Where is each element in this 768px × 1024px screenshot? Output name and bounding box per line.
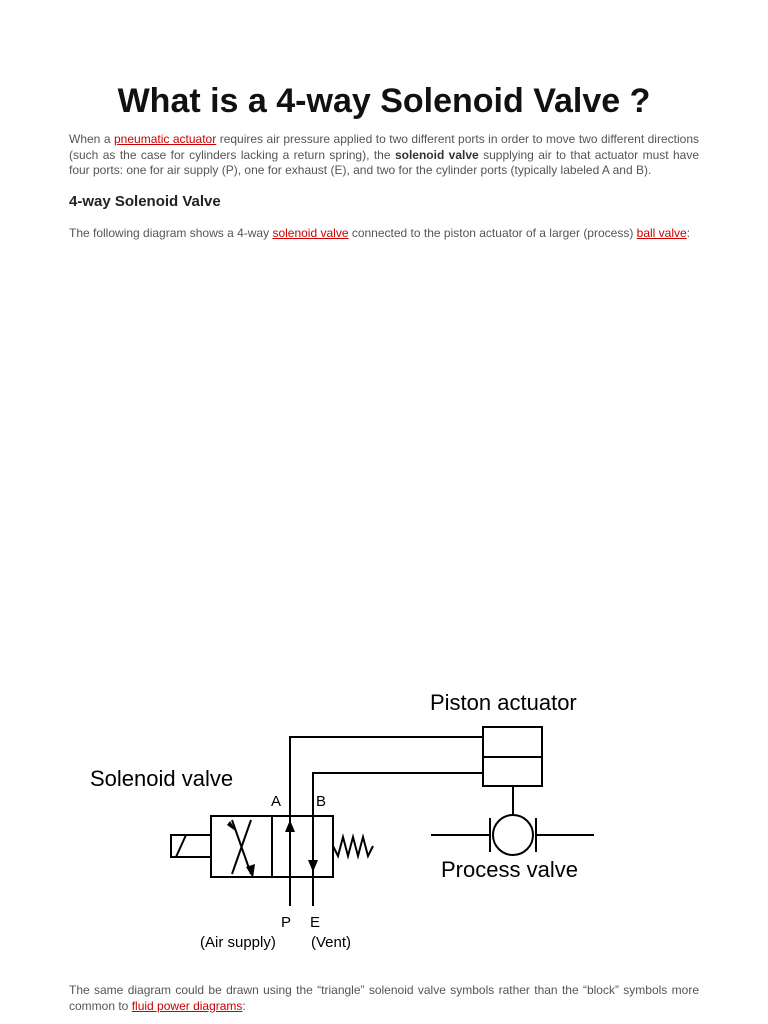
solenoid-valve-diagram [0, 660, 768, 960]
label-port-b: B [316, 793, 327, 810]
solenoid-valve-link[interactable]: solenoid valve [272, 226, 349, 240]
process-valve-ball [493, 815, 533, 855]
diagram-text-1: The following diagram shows a 4-way [69, 226, 273, 240]
label-port-a: A [271, 793, 282, 810]
ball-valve-link[interactable]: ball valve [636, 226, 687, 240]
label-vent: (Vent) [311, 934, 352, 951]
intro-bold-solenoid-valve: solenoid valve [394, 147, 479, 162]
label-port-e: E [310, 914, 321, 931]
valve-block-right [272, 816, 333, 877]
label-port-p: P [281, 914, 292, 931]
pneumatic-actuator-link[interactable]: pneumatic actuator [114, 132, 217, 146]
label-air-supply: (Air supply) [200, 934, 276, 951]
label-solenoid-valve: Solenoid valve [90, 766, 234, 791]
section-heading: 4-way Solenoid Valve [69, 193, 221, 210]
diagram-text-2: connected to the piston actuator of a larger (process) [348, 226, 637, 240]
diagram-text-3: : [686, 226, 691, 240]
intro-text-2: requires air pressure applied to two different ports in order to move two different directions (such as the case for cylinders lacking a return spring), the [69, 132, 699, 162]
diagram-intro-paragraph [69, 226, 699, 242]
page-title: What is a 4-way Solenoid Valve ? [117, 82, 651, 120]
closing-paragraph [69, 983, 699, 1014]
closing-text-1: The same diagram could be drawn using the “triangle” solenoid valve symbols rather than the “block” symbols more common to [69, 983, 699, 1013]
intro-text-1: When a [69, 132, 114, 146]
closing-text-2: : [242, 998, 246, 1013]
intro-paragraph [69, 132, 699, 179]
straight-arrow-down [308, 860, 318, 872]
fluid-power-diagrams-link[interactable]: fluid power diagrams [131, 998, 243, 1013]
straight-arrow-up [285, 820, 295, 832]
label-process-valve: Process valve [441, 857, 578, 882]
solenoid-coil-slash [176, 835, 186, 857]
return-spring [333, 837, 373, 856]
label-piston-actuator: Piston actuator [430, 690, 577, 715]
intro-text-3: supplying air to that actuator must have four ports: one for air supply (P), one for exhaust (E), and two for the cylinder ports (typically labeled A and B). [69, 147, 699, 178]
